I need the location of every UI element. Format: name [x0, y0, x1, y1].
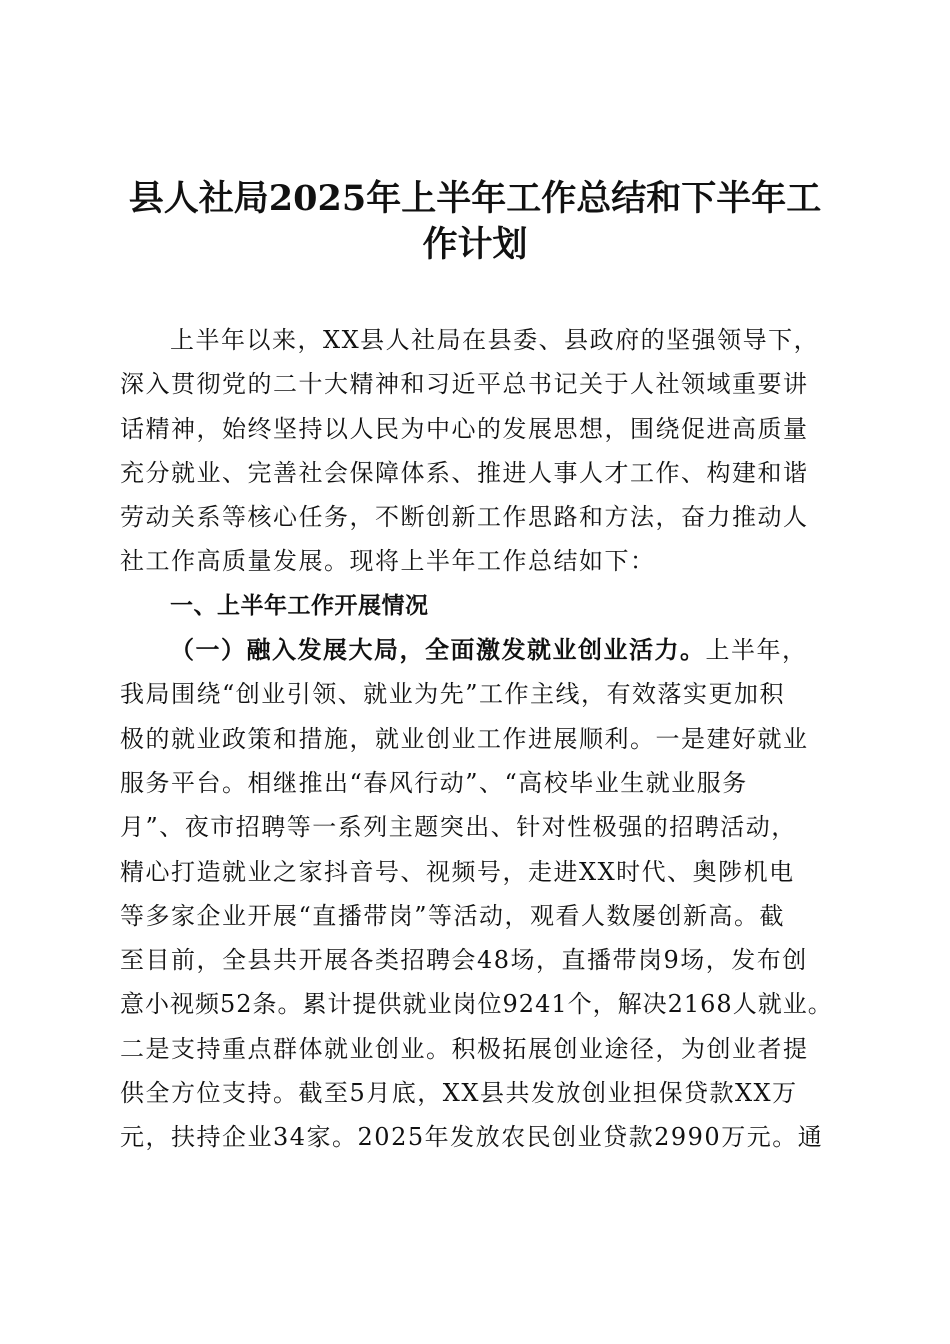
subsection-heading: （一）融入发展大局，全面激发就业创业活力。: [170, 635, 706, 665]
paragraph-line: 服务平台。相继推出“春风行动”、“高校毕业生就业服务: [120, 768, 748, 797]
paragraph-line: 极的就业政策和措施，就业创业工作进展顺利。一是建好就业: [120, 724, 809, 753]
paragraph-line: 我局围绕“创业引领、就业为先”工作主线，有效落实更加积: [120, 680, 786, 709]
paragraph-line: 话精神，始终坚持以人民为中心的发展思想，围绕促进高质量: [120, 414, 809, 443]
subsection-line: [120, 628, 840, 672]
paragraph-line: 至目前，全县共开展各类招聘会48场，直播带岗9场，发布创: [120, 946, 808, 975]
paragraph-line: 上半年以来，XX县人社局在县委、县政府的坚强领导下，: [170, 326, 820, 354]
paragraph-line: 意小视频52条。累计提供就业岗位9241个，解决2168人就业。: [120, 990, 833, 1019]
paragraph-line: 精心打造就业之家抖音号、视频号，走进XX时代、奥陟机电: [120, 857, 795, 886]
paragraph-line: 供全方位支持。截至5月底，XX县共发放创业担保贷款XX万: [120, 1079, 798, 1108]
paragraph-line: 充分就业、完善社会保障体系、推进人事人才工作、构建和谐: [120, 458, 809, 487]
paragraph-line: 社工作高质量发展。现将上半年工作总结如下：: [120, 547, 656, 576]
paragraph-line: 月”、夜市招聘等一系列主题突出、针对性极强的招聘活动，: [120, 813, 797, 842]
title-line-1: 县人社局2025年上半年工作总结和下半年工: [128, 178, 822, 219]
paragraph-line: 劳动关系等核心任务，不断创新工作思路和方法，奋力推动人: [120, 503, 809, 532]
paragraph-text: 上半年，: [705, 636, 808, 665]
paragraph-line: 等多家企业开展“直播带岗”等活动，观看人数屡创新高。截: [120, 901, 786, 930]
paragraph-line: 深入贯彻党的二十大精神和习近平总书记关于人社领域重要讲: [120, 370, 809, 399]
section-heading: 一、上半年工作开展情况: [170, 592, 429, 619]
paragraph-line: 二是支持重点群体就业创业。积极拓展创业途径，为创业者提: [120, 1034, 809, 1063]
title-line-2: 作计划: [422, 224, 528, 265]
document-body: [120, 318, 840, 1160]
paragraph-line: 元，扶持企业34家。2025年发放农民创业贷款2990万元。通: [120, 1123, 824, 1152]
document-title: [100, 176, 850, 268]
